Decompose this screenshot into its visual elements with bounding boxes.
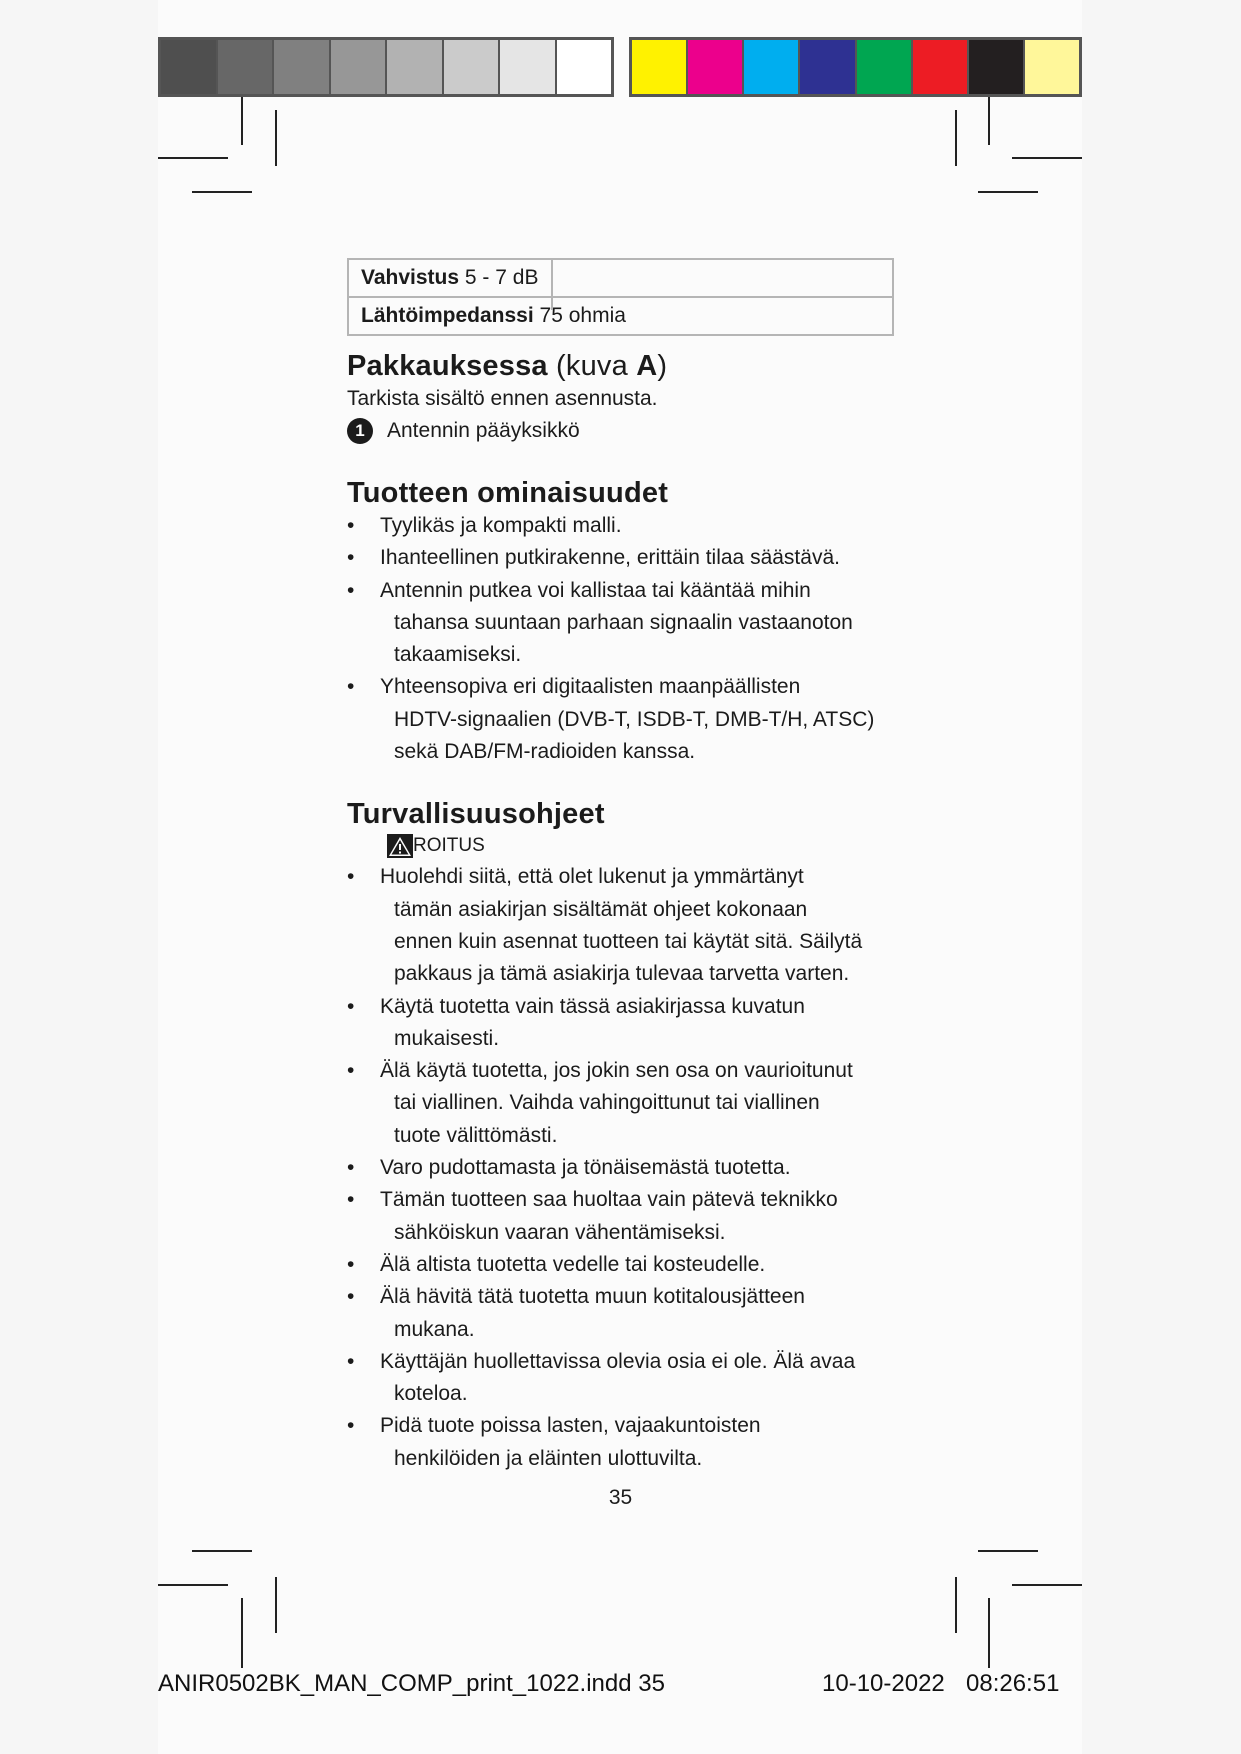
spec-table xyxy=(347,258,894,336)
bullet-line: takaamiseksi. xyxy=(394,643,522,667)
grayscale-calibration-bar xyxy=(158,37,614,97)
bullet-dot: • xyxy=(347,1285,355,1309)
crop-mark xyxy=(158,1584,228,1586)
features-section xyxy=(347,477,907,768)
features-title: Tuotteen ominaisuudet xyxy=(347,477,669,509)
bullet-line: Tämän tuotteen saa huoltaa vain pätevä teknikko xyxy=(380,1188,838,1212)
crop-mark xyxy=(192,191,252,193)
bullet-line: henkilöiden ja eläinten ulottuvilta. xyxy=(394,1446,703,1470)
bullet-dot: • xyxy=(347,546,355,570)
package-item-label: Antennin pääyksikkö xyxy=(387,419,580,442)
bullet-item xyxy=(347,542,907,574)
spec-row xyxy=(348,259,893,297)
bullet-item xyxy=(347,1281,907,1346)
bullet-line: mukaisesti. xyxy=(394,1026,500,1050)
package-title-close: ) xyxy=(657,350,668,382)
package-title xyxy=(347,350,907,383)
crop-mark xyxy=(1012,1584,1082,1586)
bullet-line: tai viallinen. Vaihda vahingoittunut tai viallinen xyxy=(394,1091,820,1115)
spec-value: 75 ohmia xyxy=(539,304,626,327)
warning-triangle-icon xyxy=(387,834,413,858)
bullet-item xyxy=(347,1055,907,1152)
bullet-dot: • xyxy=(347,1414,355,1438)
bullet-item xyxy=(347,861,907,990)
crop-mark xyxy=(275,110,277,166)
bullet-line: Huolehdi siitä, että olet lukenut ja ymmärtänyt xyxy=(380,865,804,889)
spec-cell xyxy=(348,297,893,335)
package-title-letter: A xyxy=(636,350,658,382)
bullet-line: Älä käytä tuotetta, jos jokin sen osa on vaurioitunut xyxy=(380,1059,853,1083)
footer-time: 08:26:51 xyxy=(966,1670,1060,1697)
bullet-line: Antennin putkea voi kallistaa tai kääntää mihin xyxy=(380,578,811,602)
color-swatch xyxy=(331,40,388,94)
crop-mark xyxy=(158,157,228,159)
spec-value: 5 - 7 dB xyxy=(464,266,539,289)
crop-mark xyxy=(978,1550,1038,1552)
crop-mark xyxy=(988,1598,990,1668)
bullet-line: Tyylikäs ja kompakti malli. xyxy=(380,514,622,537)
safety-list xyxy=(347,861,907,1475)
warning-text: ROITUS xyxy=(413,835,485,857)
package-intro: Tarkista sisältö ennen asennusta. xyxy=(347,387,658,410)
color-swatch xyxy=(500,40,557,94)
spec-label: Vahvistus xyxy=(361,266,460,289)
color-swatch xyxy=(744,40,800,94)
safety-title: Turvallisuusohjeet xyxy=(347,798,605,831)
color-swatch xyxy=(857,40,913,94)
bullet-line: tämän asiakirjan sisältämät ohjeet kokonaan xyxy=(394,897,808,921)
crop-mark xyxy=(955,110,957,166)
bullet-item xyxy=(347,1184,907,1249)
color-swatch xyxy=(161,40,218,94)
bullet-dot: • xyxy=(347,994,355,1018)
bullet-line: sekä DAB/FM-radioiden kanssa. xyxy=(394,740,696,764)
bullet-item xyxy=(347,1346,907,1411)
color-swatch xyxy=(444,40,501,94)
crop-mark xyxy=(275,1577,277,1633)
bullet-line: sähköiskun vaaran vähentämiseksi. xyxy=(394,1220,726,1244)
item-number-badge: 1 xyxy=(347,418,373,444)
crop-mark xyxy=(1012,157,1082,159)
crop-mark xyxy=(241,97,243,145)
bullet-item xyxy=(347,575,907,672)
bullet-dot: • xyxy=(347,675,355,699)
bullet-line: HDTV-signaalien (DVB-T, ISDB-T, DMB-T/H, ATSC) xyxy=(394,707,875,731)
color-swatch xyxy=(387,40,444,94)
bullet-dot: • xyxy=(347,1059,355,1083)
bullet-dot: • xyxy=(347,865,355,889)
page-number: 35 xyxy=(608,1486,633,1509)
bullet-line: Käytä tuotetta vain tässä asiakirjassa kuvatun xyxy=(380,994,805,1018)
bullet-line: Älä hävitä tätä tuotetta muun kotitalousjätteen xyxy=(380,1285,805,1309)
bullet-line: Älä altista tuotetta vedelle tai kosteudelle. xyxy=(380,1252,766,1276)
spec-label: Lähtöimpedanssi xyxy=(361,304,534,327)
bullet-line: Käyttäjän huollettavissa olevia osia ei ole. Älä avaa xyxy=(380,1349,856,1373)
bullet-dot: • xyxy=(347,1156,355,1180)
features-list xyxy=(347,510,907,768)
bullet-dot: • xyxy=(347,1349,355,1373)
bullet-dot: • xyxy=(347,1188,355,1212)
document-content xyxy=(347,258,907,1475)
bullet-line: pakkaus ja tämä asiakirja tulevaa tarvetta varten. xyxy=(394,962,850,986)
bullet-item xyxy=(347,991,907,1056)
package-title-text: Pakkauksessa xyxy=(347,350,548,382)
color-swatch xyxy=(688,40,744,94)
footer-file-name: ANIR0502BK_MAN_COMP_print_1022.indd 35 xyxy=(158,1670,665,1697)
crop-mark xyxy=(955,1577,957,1633)
bullet-line: Pidä tuote poissa lasten, vajaakuntoisten xyxy=(380,1414,761,1438)
spec-cell xyxy=(348,259,893,297)
color-swatch xyxy=(969,40,1025,94)
bullet-line: Varo pudottamasta ja tönäisemästä tuotetta. xyxy=(380,1156,791,1180)
bullet-line: ennen kuin asennat tuotteen tai käytät sitä. Säilytä xyxy=(394,929,863,953)
bullet-item xyxy=(347,1410,907,1475)
color-swatch xyxy=(274,40,331,94)
color-swatch xyxy=(800,40,856,94)
bullet-item xyxy=(347,1152,907,1184)
table-divider xyxy=(551,298,553,310)
safety-section xyxy=(347,798,907,1475)
color-swatch xyxy=(218,40,275,94)
bullet-dot: • xyxy=(347,1252,355,1276)
footer-date: 10-10-2022 xyxy=(822,1670,945,1697)
bullet-dot: • xyxy=(347,578,355,602)
warning-label xyxy=(387,831,907,861)
crop-mark xyxy=(192,1550,252,1552)
bullet-line: koteloa. xyxy=(394,1382,468,1406)
crop-mark xyxy=(978,191,1038,193)
bullet-line: Ihanteellinen putkirakenne, erittäin tilaa säästävä. xyxy=(380,546,840,570)
bullet-dot: • xyxy=(347,514,355,537)
color-swatch xyxy=(632,40,688,94)
color-swatch xyxy=(557,40,612,94)
bullet-line: Yhteensopiva eri digitaalisten maanpäällisten xyxy=(380,675,801,699)
bullet-line: mukana. xyxy=(394,1317,475,1341)
table-divider xyxy=(551,260,553,296)
bullet-line: tahansa suuntaan parhaan signaalin vastaanoton xyxy=(394,610,853,634)
color-calibration-bar xyxy=(629,37,1082,97)
bullet-item xyxy=(347,1249,907,1281)
package-item xyxy=(347,415,907,447)
color-swatch xyxy=(1025,40,1079,94)
bullet-line: tuote välittömästi. xyxy=(394,1123,558,1147)
bullet-item xyxy=(347,671,907,768)
crop-mark xyxy=(988,97,990,145)
crop-mark xyxy=(241,1598,243,1668)
spec-row xyxy=(348,297,893,335)
package-title-ref: (kuva xyxy=(556,350,637,382)
color-swatch xyxy=(913,40,969,94)
bullet-item xyxy=(347,510,907,542)
package-section xyxy=(347,350,907,447)
